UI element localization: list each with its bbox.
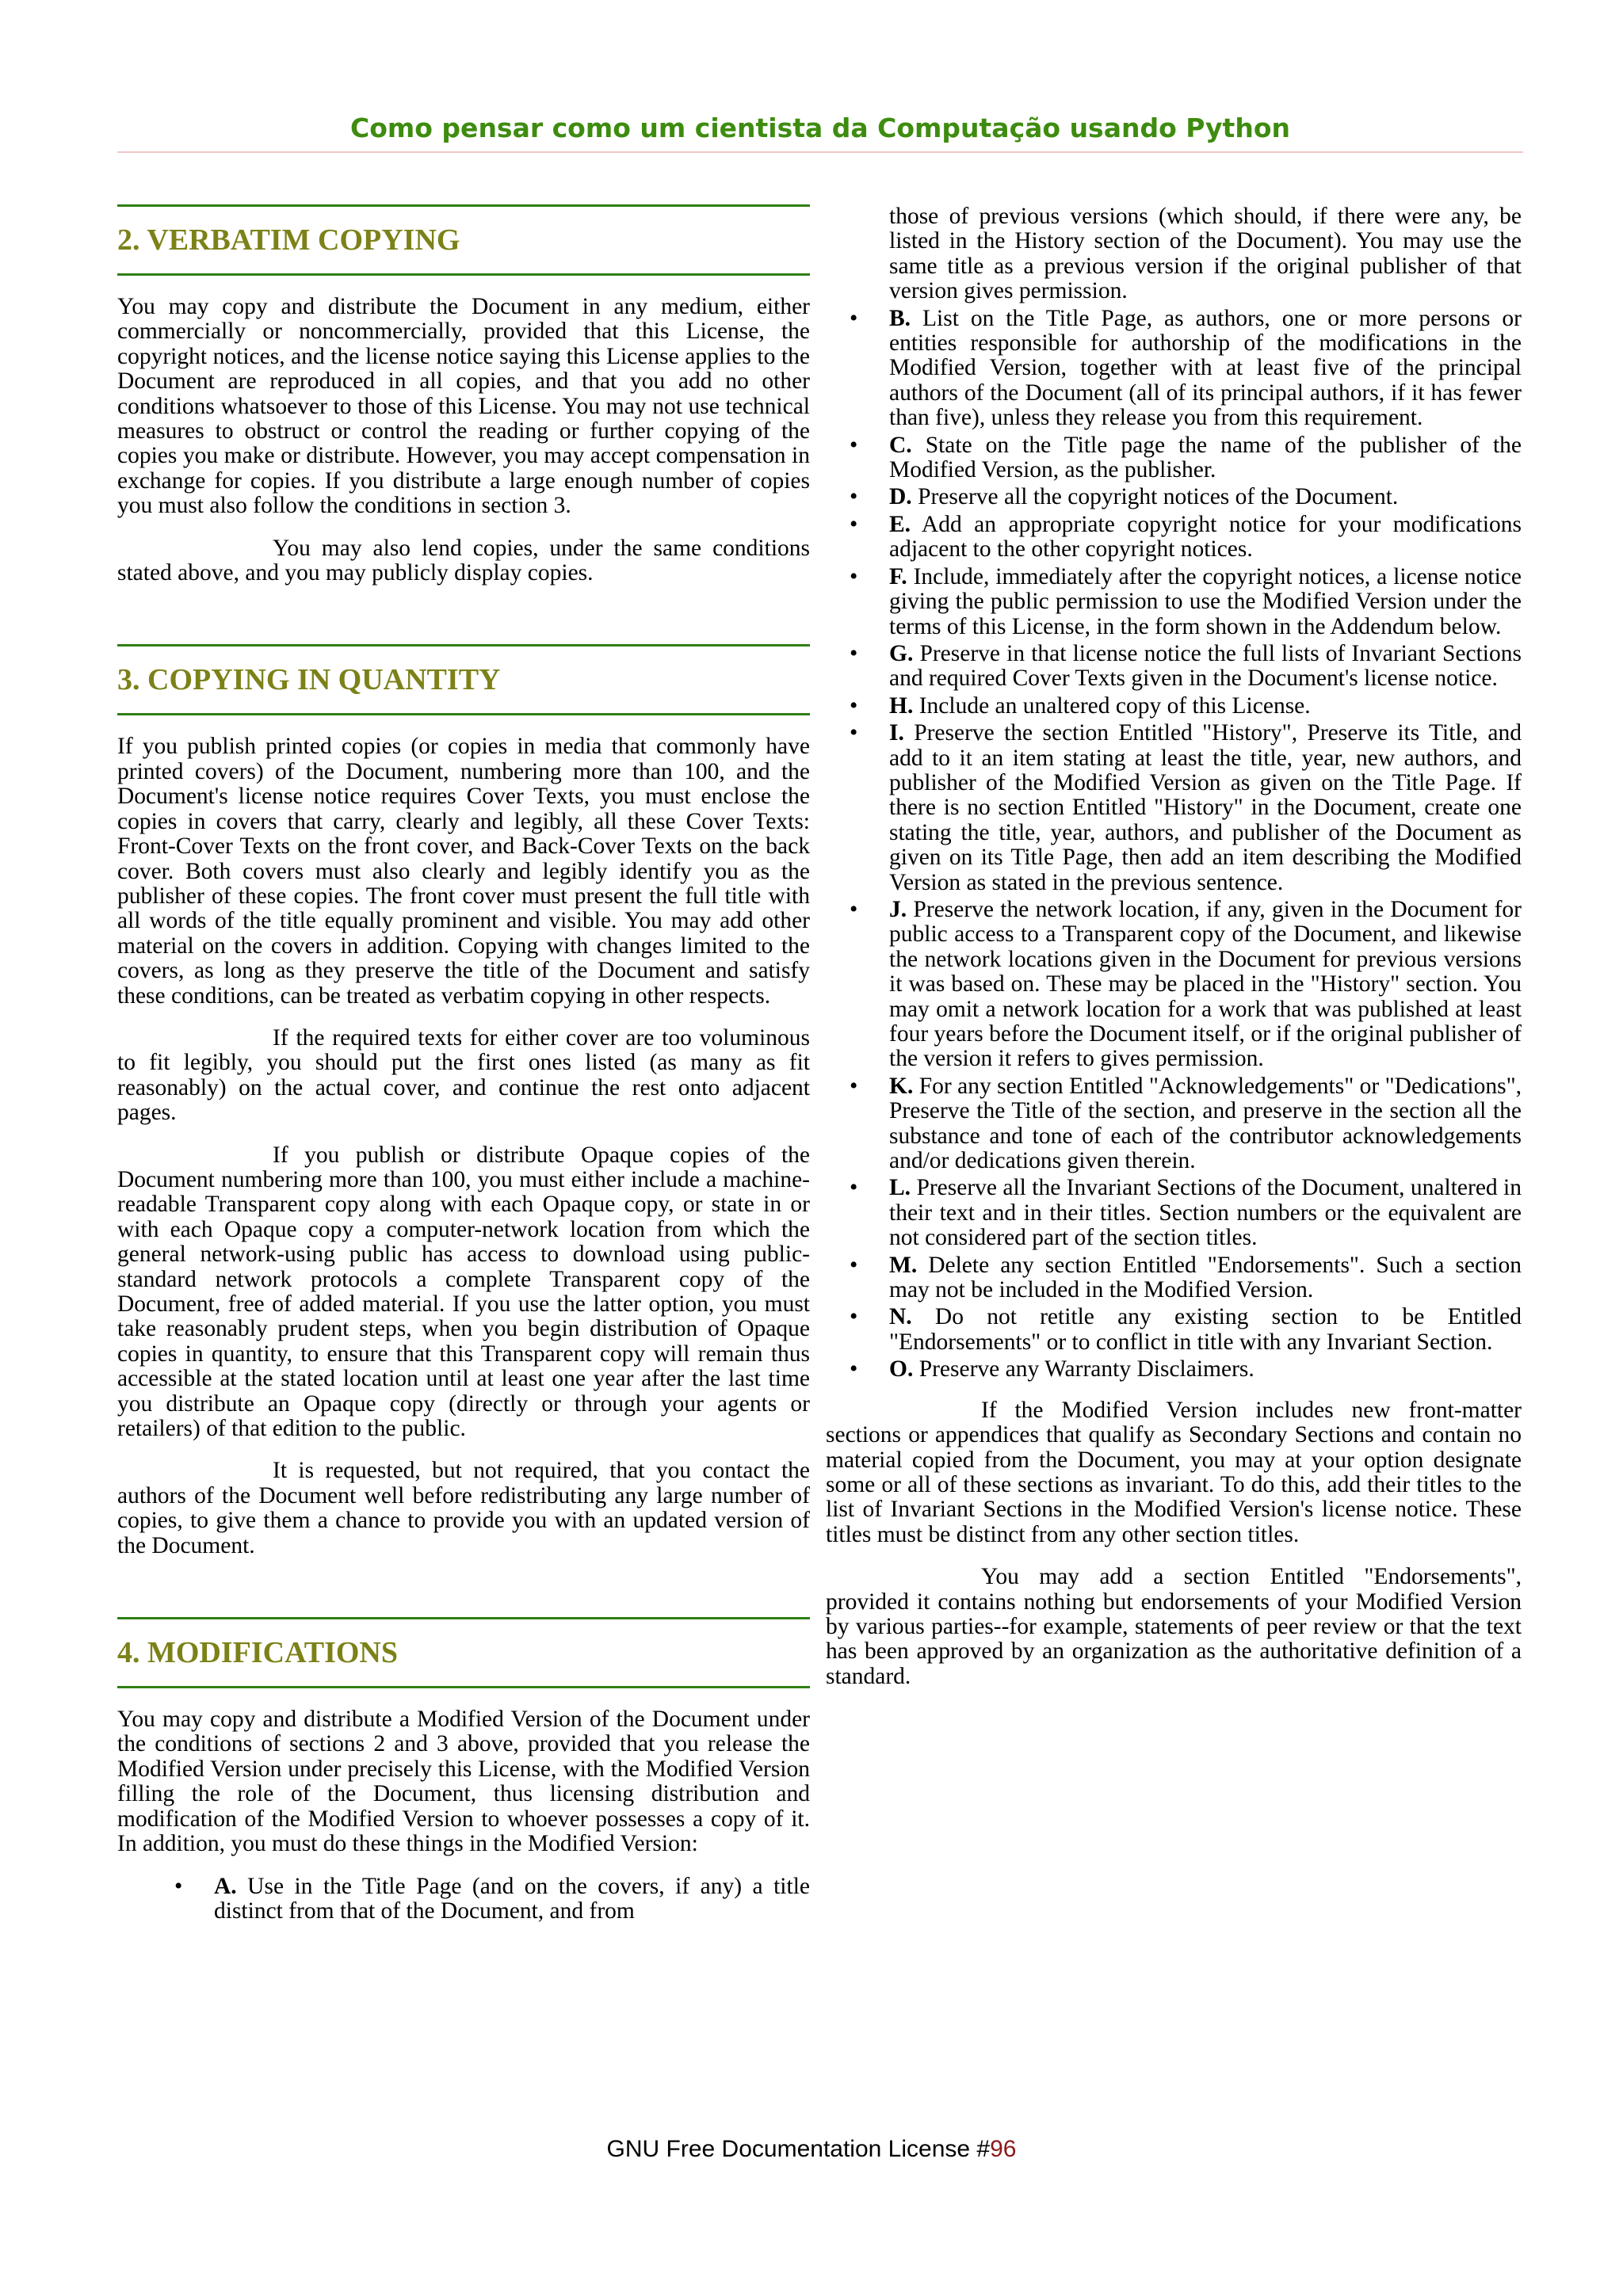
item-text: Preserve the network location, if any, given in the Document for public access to a Transparent copy of the Document, and likewise the network locations given in the Document for previous versions it was based on. These may be placed in the "History" section. You may omit a network location for a work that was published at least four years before the Document itself, or if the original publisher of the version it refers to gives permission. bbox=[889, 896, 1522, 1072]
item-label: G. bbox=[889, 640, 914, 666]
item-text: Preserve all the copyright notices of the Document. bbox=[911, 484, 1399, 510]
item-label: K. bbox=[889, 1073, 914, 1099]
paragraph: If the Modified Version includes new front-matter sections or appendices that qualify as Secondary Sections and contain no material copied from the Document, you may at your option designate some or all of these sections as invariant. To do this, add their titles to the list of Invariant Sections in the Modified Version's license notice. These titles must be distinct from any other section titles. bbox=[826, 1397, 1522, 1547]
section-title-copying-in-quantity: 3. COPYING IN QUANTITY bbox=[117, 644, 810, 715]
left-column bbox=[117, 204, 810, 1926]
item-text: Do not retitle any existing section to be Entitled "Endorsements" or to conflict in title with any Invariant Section. bbox=[889, 1304, 1522, 1355]
item-label: B. bbox=[889, 305, 911, 331]
paragraph: If you publish or distribute Opaque copies of the Document numbering more than 100, you must either include a machine-readable Transparent copy along with each Opaque copy, or state in or with each Opaque copy a computer-network location from which the general network-using public has access to download using public-standard network protocols a complete Transparent copy of the Document, free of added material. If you use the latter option, you must take reasonably prudent steps, when you begin distribution of Opaque copies in quantity, to ensure that this Transparent copy will remain thus accessible at the stated location until at least one year after the last time you distribute an Opaque copy (directly or through your agents or retailers) of that edition to the public. bbox=[117, 1142, 810, 1442]
list-item bbox=[889, 642, 1522, 692]
item-text: For any section Entitled "Acknowledgements" or "Dedications", Preserve the Title of the section, and preserve in the section all the substance and tone of each of the contributor acknowledgements and/or dedications given therein. bbox=[889, 1073, 1522, 1174]
list-item-continuation: those of previous versions (which should, if there were any, be listed in the History section of the Document). You may use the same title as a previous version if the original publisher of that version gives permission. bbox=[889, 204, 1522, 304]
list-item bbox=[889, 694, 1522, 719]
item-label: C. bbox=[889, 432, 912, 458]
paragraph: You may also lend copies, under the same conditions stated above, and you may publicly display copies. bbox=[117, 535, 810, 586]
modifications-list bbox=[792, 307, 1522, 1383]
item-label: M. bbox=[889, 1252, 918, 1278]
paragraph: You may add a section Entitled "Endorsements", provided it contains nothing but endorsements of your Modified Version by various parties--for example, statements of peer review or that the text has been approved by an organization as the authoritative definition of a standard. bbox=[826, 1564, 1522, 1689]
running-header: Como pensar como um cientista da Computação usando Python bbox=[117, 113, 1523, 153]
list-item bbox=[889, 1305, 1522, 1355]
list-item bbox=[889, 565, 1522, 639]
item-label: F. bbox=[889, 563, 907, 589]
item-label: L. bbox=[889, 1175, 911, 1201]
footer-label: GNU Free Documentation License # bbox=[606, 2136, 991, 2162]
list-item bbox=[889, 721, 1522, 895]
paragraph: If the required texts for either cover are too voluminous to fit legibly, you should put the first ones listed (as many as fit reasonably) on the actual cover, and continue the rest onto adjacent pages. bbox=[117, 1024, 810, 1126]
paragraph: You may copy and distribute a Modified Version of the Document under the conditions of sections 2 and 3 above, provided that you release the Modified Version under precisely this License, with the Modified Version filling the role of the Document, thus licensing distribution and modification of the Modified Version to whoever possesses a copy of it. In addition, you must do these things in the Modified Version: bbox=[117, 1707, 810, 1857]
item-text: Include, immediately after the copyright notices, a license notice giving the public permission to use the Modified Version under the terms of this License, in the form shown in the Addendum below. bbox=[889, 563, 1522, 639]
list-item bbox=[889, 898, 1522, 1072]
list-item bbox=[889, 513, 1522, 563]
list-item bbox=[889, 485, 1522, 509]
section-title-modifications: 4. MODIFICATIONS bbox=[117, 1617, 810, 1688]
item-text: Add an appropriate copyright notice for your modifications adjacent to the other copyright notices. bbox=[889, 511, 1522, 563]
list-item bbox=[214, 1875, 810, 1924]
item-text: Include an unaltered copy of this License. bbox=[913, 692, 1311, 719]
right-column bbox=[826, 204, 1522, 1707]
paragraph: If you publish printed copies (or copies in media that commonly have printed covers) of the Document, numbering more than 100, and the Document's license notice requires Cover Texts, you must enclose the copies in covers that carry, clearly and legibly, all these Cover Texts: Front-Cover Texts on the front cover, and Back-Cover Texts on the back cover. Both covers must also clearly and legibly identify you as the publisher of these copies. The front cover must present the full title with all words of the title equally prominent and visible. You may add other material on the covers in addition. Copying with changes limited to the covers, as long as they preserve the title of the Document and satisfy these conditions, can be treated as verbatim copying in other respects. bbox=[117, 734, 810, 1009]
paragraph: You may copy and distribute the Document in any medium, either commercially or noncommercially, provided that this License, the copyright notices, and the license notice saying this License applies to the Document are reproduced in all copies, and that you add no other conditions whatsoever to those of this License. You may not use technical measures to obstruct or control the reading or further copying of the copies you make or distribute. However, you may accept compensation in exchange for copies. If you distribute a large enough number of copies you must also follow the conditions in section 3. bbox=[117, 294, 810, 519]
list-item bbox=[889, 1357, 1522, 1382]
modifications-list-continued bbox=[792, 204, 1522, 304]
item-label: O. bbox=[889, 1356, 914, 1383]
list-item bbox=[889, 1074, 1522, 1174]
list-item bbox=[889, 1176, 1522, 1250]
page-footer bbox=[0, 2136, 1623, 2163]
modifications-list bbox=[117, 1875, 810, 1924]
item-label: D. bbox=[889, 484, 912, 510]
item-text: Preserve in that license notice the full lists of Invariant Sections and required Cover Texts given in the Document's license notice. bbox=[889, 640, 1522, 692]
item-label: J. bbox=[889, 896, 907, 922]
paragraph: It is requested, but not required, that you contact the authors of the Document well before redistributing any large number of copies, to give them a chance to provide you with an updated version of the Document. bbox=[117, 1458, 810, 1558]
item-text: State on the Title page the name of the publisher of the Modified Version, as the publisher. bbox=[889, 432, 1522, 483]
item-label: H. bbox=[889, 692, 914, 719]
list-item bbox=[889, 433, 1522, 483]
list-item bbox=[889, 1253, 1522, 1303]
item-label: E. bbox=[889, 511, 911, 537]
item-label: I. bbox=[889, 720, 904, 746]
page-number: 96 bbox=[990, 2136, 1017, 2162]
item-text: Use in the Title Page (and on the covers, if any) a title distinct from that of the Document, and from bbox=[214, 1873, 810, 1924]
item-text: Delete any section Entitled "Endorsements". Such a section may not be included in the Modified Version. bbox=[889, 1252, 1522, 1303]
item-label: A. bbox=[214, 1873, 237, 1899]
section-title-verbatim-copying: 2. VERBATIM COPYING bbox=[117, 204, 810, 276]
item-label: N. bbox=[889, 1304, 912, 1330]
item-text: Preserve any Warranty Disclaimers. bbox=[913, 1356, 1254, 1383]
item-text: Preserve the section Entitled "History", Preserve its Title, and add to it an item stating at least the title, year, new authors, and publisher of the Modified Version as given on the Title Page. If there is no section Entitled "History" in the Document, create one stating the title, year, authors, and publisher of the Document as given on its Title Page, then add an item describing the Modified Version as stated in the previous sentence. bbox=[889, 720, 1522, 895]
item-text: Preserve all the Invariant Sections of the Document, unaltered in their text and in their titles. Section numbers or the equivalent are not considered part of the section titles. bbox=[889, 1175, 1522, 1251]
list-item bbox=[889, 307, 1522, 431]
item-text: List on the Title Page, as authors, one or more persons or entities responsible for authorship of the modifications in the Modified Version, together with at least five of the principal authors of the Document (all of its principal authors, if it has fewer than five), unless they release you from this requirement. bbox=[889, 305, 1522, 431]
